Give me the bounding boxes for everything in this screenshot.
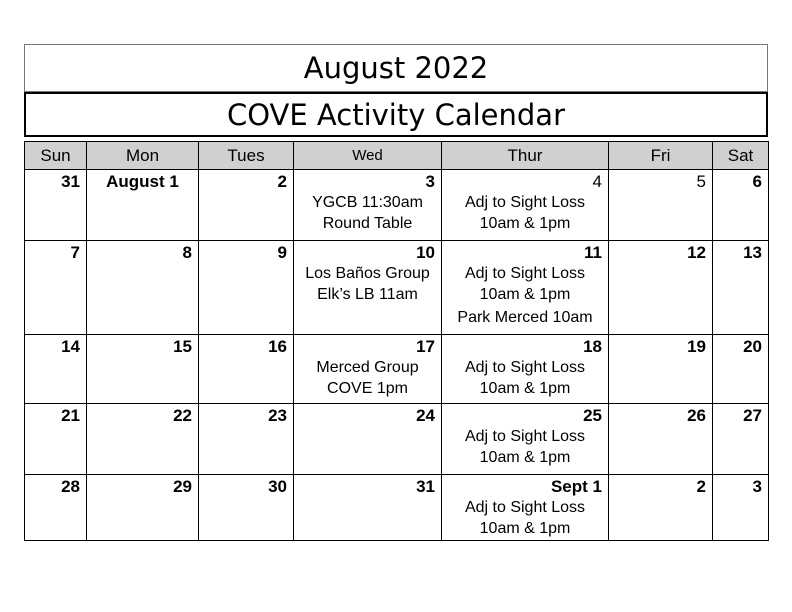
weekday-tue: Tues [199, 142, 294, 170]
day-number: 16 [268, 337, 287, 356]
week-row [25, 404, 769, 475]
day-cell [87, 241, 199, 335]
day-cell [25, 241, 87, 335]
day-cell [25, 475, 87, 541]
day-number: 17 [416, 337, 435, 356]
event-text: Adj to Sight Loss [464, 194, 586, 211]
event-text: COVE 1pm [327, 380, 408, 397]
day-cell [25, 404, 87, 475]
day-number: 22 [173, 406, 192, 425]
day-cell [87, 335, 199, 404]
day-number: 31 [416, 477, 435, 496]
calendar-title: August 2022 [24, 44, 768, 92]
day-cell [713, 475, 769, 541]
calendar-grid [24, 141, 769, 541]
weekday-sun: Sun [25, 142, 87, 170]
week-row [25, 335, 769, 404]
day-number: 24 [416, 406, 435, 425]
event-text: Elk’s LB 11am [317, 286, 418, 303]
day-number: 8 [182, 243, 192, 262]
day-cell [442, 335, 609, 404]
day-number: 25 [583, 406, 602, 425]
event-text: 10am & 1pm [479, 380, 571, 397]
day-cell [199, 241, 294, 335]
event-text: Adj to Sight Loss [464, 428, 586, 445]
day-number: 18 [583, 337, 602, 356]
week-row [25, 475, 769, 541]
day-cell [713, 241, 769, 335]
day-cell [713, 170, 769, 241]
day-cell [713, 404, 769, 475]
day-cell [609, 241, 713, 335]
event-text: Adj to Sight Loss [464, 359, 586, 376]
day-cell [294, 241, 442, 335]
day-number: 31 [61, 172, 80, 191]
day-cell [199, 170, 294, 241]
day-cell [609, 475, 713, 541]
week-row [25, 241, 769, 335]
day-number: 2 [696, 477, 706, 496]
day-number: 9 [277, 243, 287, 262]
day-number: 3 [425, 172, 435, 191]
weekday-mon: Mon [87, 142, 199, 170]
day-cell [199, 404, 294, 475]
day-number: 20 [743, 337, 762, 356]
weekday-header-row [25, 142, 769, 170]
day-number: 26 [687, 406, 706, 425]
day-cell [199, 475, 294, 541]
day-cell [609, 170, 713, 241]
day-number: 13 [743, 243, 762, 262]
day-cell [199, 335, 294, 404]
day-number: 2 [277, 172, 287, 191]
day-cell [294, 170, 442, 241]
day-cell [713, 335, 769, 404]
event-text: 10am & 1pm [479, 215, 571, 232]
day-cell [442, 404, 609, 475]
event-text: Adj to Sight Loss [464, 265, 586, 282]
day-cell [294, 335, 442, 404]
day-cell [87, 475, 199, 541]
event-text: YGCB 11:30am [312, 194, 423, 211]
day-number: 21 [61, 406, 80, 425]
day-cell [25, 335, 87, 404]
day-cell [442, 241, 609, 335]
day-cell [442, 475, 609, 541]
day-cell [294, 404, 442, 475]
event-text: 10am & 1pm [479, 286, 571, 303]
day-number: 27 [743, 406, 762, 425]
event-text: Merced Group [316, 359, 419, 376]
event-text: 10am & 1pm [479, 449, 571, 466]
day-cell [87, 170, 199, 241]
day-number: 29 [173, 477, 192, 496]
day-number: 4 [592, 172, 602, 191]
day-number: 11 [584, 243, 602, 262]
day-number: 7 [70, 243, 80, 262]
day-number: August 1 [106, 172, 179, 191]
day-number: 30 [268, 477, 287, 496]
event-text: Los Baños Group [305, 265, 430, 282]
day-number: 14 [61, 337, 80, 356]
week-row [25, 170, 769, 241]
event-text: 10am & 1pm [479, 520, 571, 537]
day-number: 3 [752, 477, 762, 496]
weekday-fri: Fri [609, 142, 713, 170]
day-cell [294, 475, 442, 541]
day-number: 19 [687, 337, 706, 356]
day-number: 5 [696, 172, 706, 191]
day-cell [87, 404, 199, 475]
calendar-subtitle: COVE Activity Calendar [24, 92, 768, 137]
day-cell [442, 170, 609, 241]
event-text: Adj to Sight Loss [464, 499, 586, 516]
day-number: Sept 1 [550, 477, 602, 496]
weekday-sat: Sat [713, 142, 769, 170]
day-number: 12 [687, 243, 706, 262]
day-cell [609, 404, 713, 475]
event-text: Park Merced 10am [457, 309, 593, 326]
weekday-thu: Thur [442, 142, 609, 170]
day-cell [25, 170, 87, 241]
day-number: 6 [752, 172, 762, 191]
weekday-wed: Wed [294, 142, 442, 170]
day-cell [609, 335, 713, 404]
event-text: Round Table [322, 215, 413, 232]
day-number: 10 [416, 243, 435, 262]
day-number: 28 [61, 477, 80, 496]
day-number: 15 [173, 337, 192, 356]
day-number: 23 [268, 406, 287, 425]
